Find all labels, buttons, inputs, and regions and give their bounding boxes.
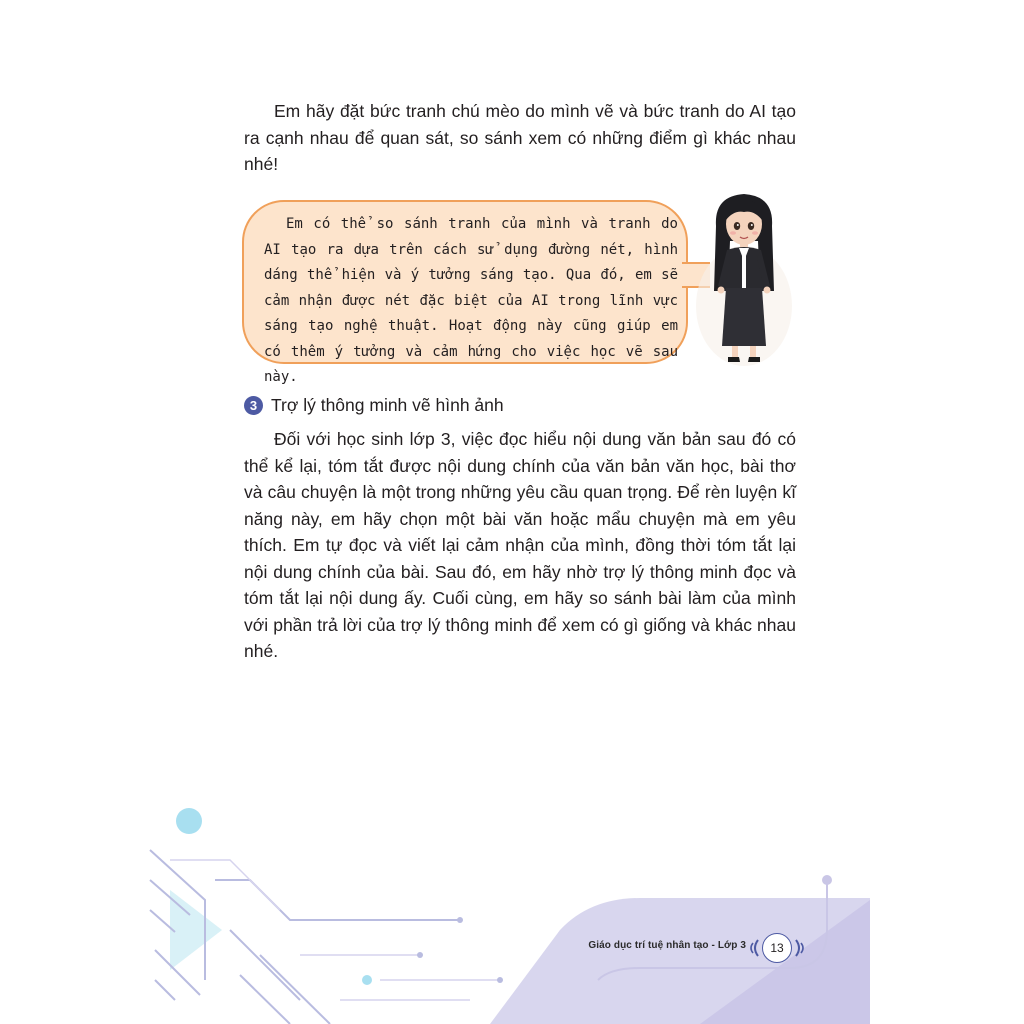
girl-character-illustration — [694, 186, 794, 372]
speech-bubble-text: Em có thể so sánh tranh của mình và tranh do AI tạo ra dựa trên cách sử dụng đường nét, hình dáng thể hiện và ý tưởng sáng tạo. Qua đó, em sẽ cảm nhận được nét đặc biệt của AI trong lĩnh vực sáng tạo nghệ thuật. Hoạt động này cũng giúp em có thêm ý tưởng và cảm hứng cho việc học vẽ sau này. — [264, 216, 678, 385]
footer-book-title: Giáo dục trí tuệ nhân tạo - Lớp 3 — [588, 940, 746, 951]
section-heading — [244, 394, 504, 416]
section-number-badge: 3 — [244, 396, 263, 415]
section-body-paragraph: Đối với học sinh lớp 3, việc đọc hiểu nội dung văn bản sau đó có thể kể lại, tóm tắt được nội dung chính của văn bản văn học, bài thơ và câu chuyện là một trong những yêu cầu quan trọng. Để rèn luyện kĩ năng này, em hãy chọn một bài văn hoặc mẩu chuyện mà em yêu thích. Em tự đọc và viết lại cảm nhận của mình, đồng thời tóm tắt lại nội dung chính của bài. Sau đó, em hãy nhờ trợ lý thông minh đọc và tóm tắt lại nội dung ấy. Cuối cùng, em hãy so sánh bài làm của mình với phần trả lời của trợ lý thông minh để xem có gì giống và khác nhau nhé. — [244, 429, 796, 661]
intro-paragraph: Em hãy đặt bức tranh chú mèo do mình vẽ và bức tranh do AI tạo ra cạnh nhau để quan sát, so sánh xem có những điểm gì khác nhau nhé! — [244, 101, 796, 174]
section-title: Trợ lý thông minh vẽ hình ảnh — [271, 394, 504, 415]
page-number: 13 — [762, 933, 792, 963]
circuit-decoration — [0, 780, 1024, 1024]
